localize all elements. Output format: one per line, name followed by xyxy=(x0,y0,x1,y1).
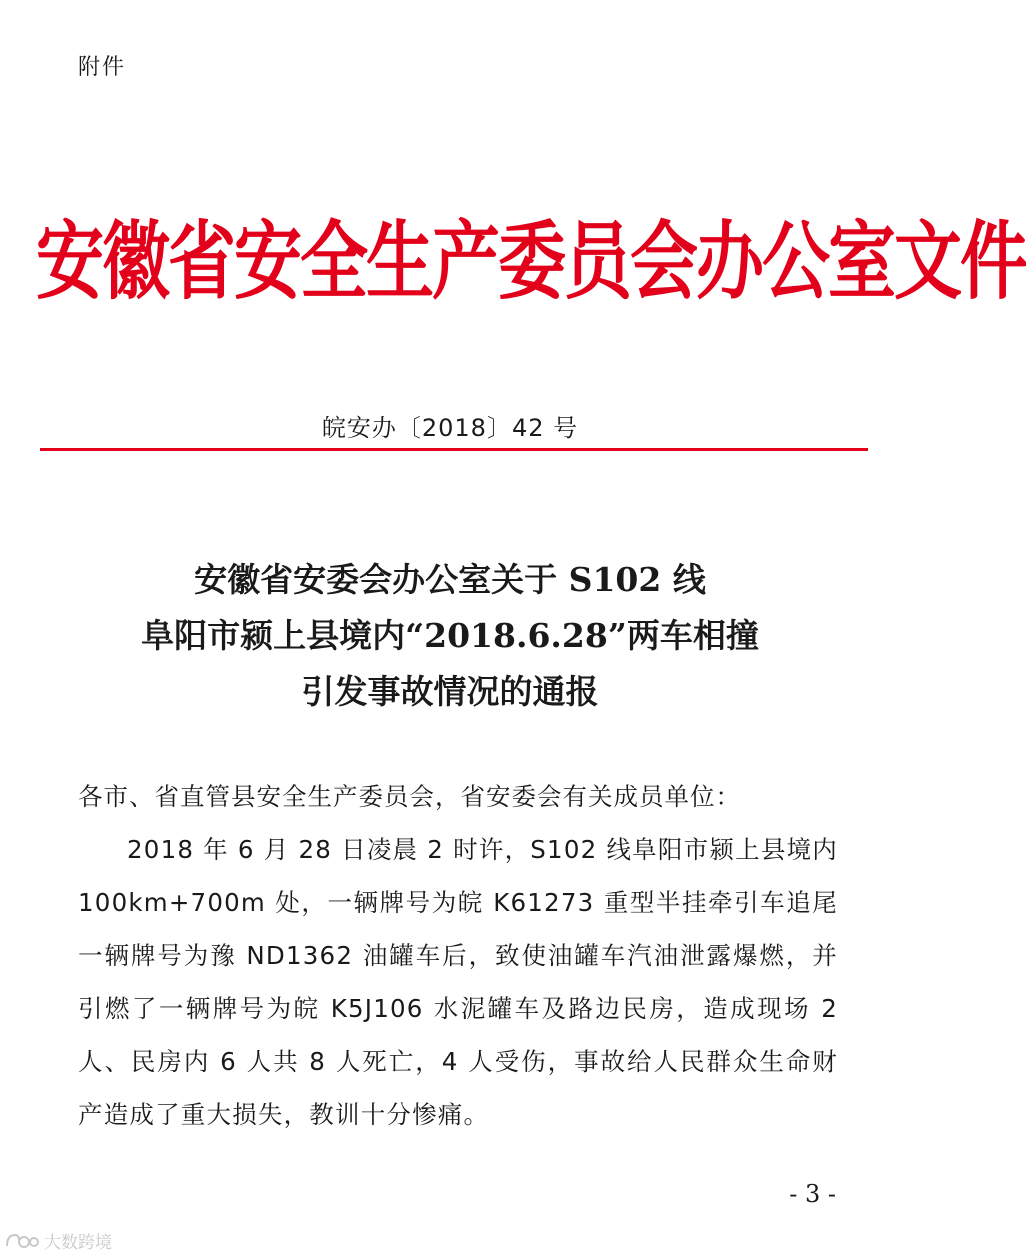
notice-title-line-1: 安徽省安委会办公室关于 S102 线 xyxy=(194,560,706,599)
notice-body xyxy=(78,770,838,1141)
document-masthead: 安徽省安全生产委员会办公室文件 xyxy=(36,212,1026,312)
watermark xyxy=(4,1228,112,1253)
watermark-logo-icon xyxy=(4,1231,40,1251)
watermark-text: 大数跨境 xyxy=(44,1233,112,1253)
notice-title xyxy=(0,552,900,720)
red-divider-line xyxy=(40,448,868,451)
notice-title-line-2: 阜阳市颍上县境内“2018.6.28”两车相撞 xyxy=(141,616,759,655)
notice-title-line-3: 引发事故情况的通报 xyxy=(301,672,599,711)
addressee-line: 各市、省直管县安全生产委员会，省安委会有关成员单位： xyxy=(78,782,741,811)
attachment-label: 附件 xyxy=(78,55,127,80)
page-number: - 3 - xyxy=(789,1180,836,1208)
document-number: 皖安办〔2018〕42 号 xyxy=(321,414,579,442)
body-paragraph: 2018 年 6 月 28 日凌晨 2 时许，S102 线阜阳市颍上县境内 100km+700m 处，一辆牌号为皖 K61273 重型半挂牵引车追尾一辆牌号为豫 ND1362 油罐车后，致使油罐车汽油泄露爆燃，并引燃了一辆牌号为皖 K5J106 水泥罐车及路边民房，造成现场 2 人、民房内 6 人共 8 人死亡，4 人受伤，事故给人民群众生命财产造成了重大损失，教训十分惨痛。 xyxy=(78,835,838,1129)
